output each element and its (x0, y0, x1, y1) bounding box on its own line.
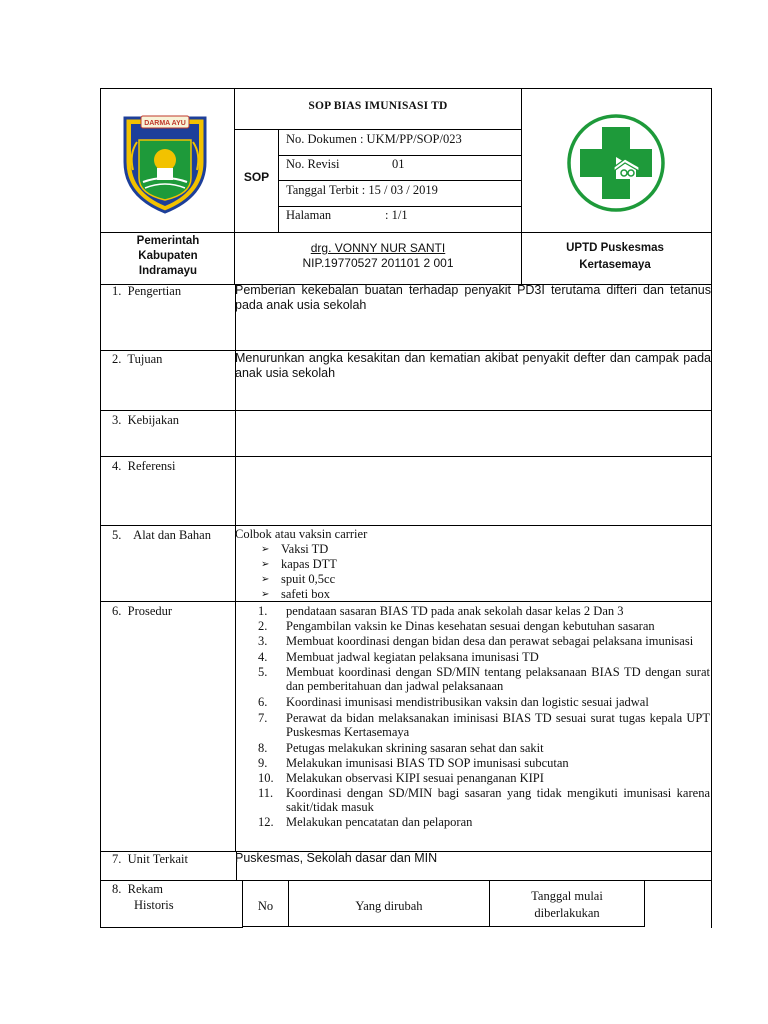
rekam-col-tanggal-1: Tanggal mulai (531, 889, 603, 903)
list-item: ➢ safeti box (261, 587, 330, 601)
list-item: 11. Koordinasi dengan SD/MIN bagi sasaran yang tidak mengikuti imunisasi karena sakit/tidak masuk (258, 786, 710, 814)
list-item: ➢ kapas DTT (261, 557, 337, 571)
no-revisi-label: No. Revisi (286, 157, 340, 171)
list-item: ➢ Vaksi TD (261, 542, 329, 556)
list-item: 4. Membuat jadwal kegiatan pelaksana imunisasi TD (258, 650, 539, 664)
tujuan-text: Menurunkan angka kesakitan dan kematian akibat penyakit defter dan campak pada anak usia sekolah (235, 351, 711, 380)
arrow-bullet-icon: ➢ (261, 574, 270, 585)
list-item: 9. Melakukan imunisasi BIAS TD SOP imunisasi subcutan (258, 756, 569, 770)
pemerintah-label: Pemerintah Kabupaten Indramayu (136, 235, 200, 277)
alat-label: 5. Alat dan Bahan (112, 528, 211, 542)
logo-banner-text: DARMA AYU (144, 120, 186, 127)
tanggal-terbit: Tanggal Terbit : 15 / 03 / 2019 (286, 183, 438, 197)
rekam-col-yang-dirubah: Yang dirubah (355, 899, 423, 913)
historis-label: Historis (134, 898, 174, 912)
prosedur-label: 6. Prosedur (112, 604, 173, 618)
signer-nip: NIP.19770527 201101 2 001 (302, 256, 454, 270)
document-title: SOP BIAS IMUNISASI TD (308, 100, 448, 112)
arrow-bullet-icon: ➢ (261, 544, 270, 555)
puskesmas-logo (566, 113, 666, 213)
unit-terkait-text: Puskesmas, Sekolah dasar dan MIN (235, 851, 438, 865)
referensi-label: 4. Referensi (112, 459, 176, 473)
list-item: 1. pendataan sasaran BIAS TD pada anak sekolah dasar kelas 2 Dan 3 (258, 604, 624, 618)
halaman-label: Halaman (286, 208, 332, 222)
rekam-label: 8. Rekam (112, 882, 164, 896)
list-item: 5. Membuat koordinasi dengan SD/MIN tentang pelaksanaan BIAS TD dengan surat dan pemberitahuan dan jadwal pelaksanaan (258, 665, 710, 693)
list-item: 6. Koordinasi imunisasi mendistribusikan vaksin dan logistic sesuai jadwal (258, 695, 649, 709)
list-item: 8. Petugas melakukan skrining sasaran sehat dan sakit (258, 741, 544, 755)
rekam-col-no: No (257, 899, 274, 913)
signer-name: drg. VONNY NUR SANTI (310, 241, 446, 255)
pengertian-text: Pemberian kekebalan buatan terhadap penyakit PD3I terutama difteri dan tetanus pada anak usia sekolah (235, 283, 711, 312)
list-item: 2. Pengambilan vaksin ke Dinas kesehatan sesuai dengan kebutuhan sasaran (258, 619, 655, 633)
list-item: 10. Melakukan observasi KIPI sesuai penanganan KIPI (258, 771, 544, 785)
no-dokumen: No. Dokumen : UKM/PP/SOP/023 (286, 132, 462, 146)
arrow-bullet-icon: ➢ (261, 559, 270, 570)
pengertian-label: 1. Pengertian (112, 284, 182, 298)
unit-terkait-label: 7. Unit Terkait (112, 852, 188, 866)
indramayu-logo (119, 110, 211, 214)
tujuan-label: 2. Tujuan (112, 352, 163, 366)
list-item: 12. Melakukan pencatatan dan pelaporan (258, 815, 473, 829)
alat-intro: Colbok atau vaksin carrier (235, 527, 368, 541)
kebijakan-label: 3. Kebijakan (112, 413, 179, 427)
alat-list (235, 542, 705, 602)
list-item: 3. Membuat koordinasi dengan bidan desa dan perawat sebagai pelaksana imunisasi (258, 634, 694, 648)
arrow-bullet-icon: ➢ (261, 589, 270, 600)
rekam-col-tanggal-2: diberlakukan (534, 906, 600, 920)
list-item: 7. Perawat da bidan melaksanakan iminisasi BIAS TD sesuai surat tugas kepala UPT Puskesmas Kertasemaya (258, 711, 710, 739)
list-item: ➢ spuit 0,5cc (261, 572, 336, 586)
sop-label: SOP (243, 170, 270, 184)
no-revisi-value: 01 (392, 157, 405, 171)
halaman-value: : 1/1 (385, 208, 408, 222)
prosedur-list (240, 604, 710, 829)
uptd-label: UPTD Puskesmas Kertasemaya (566, 242, 664, 271)
